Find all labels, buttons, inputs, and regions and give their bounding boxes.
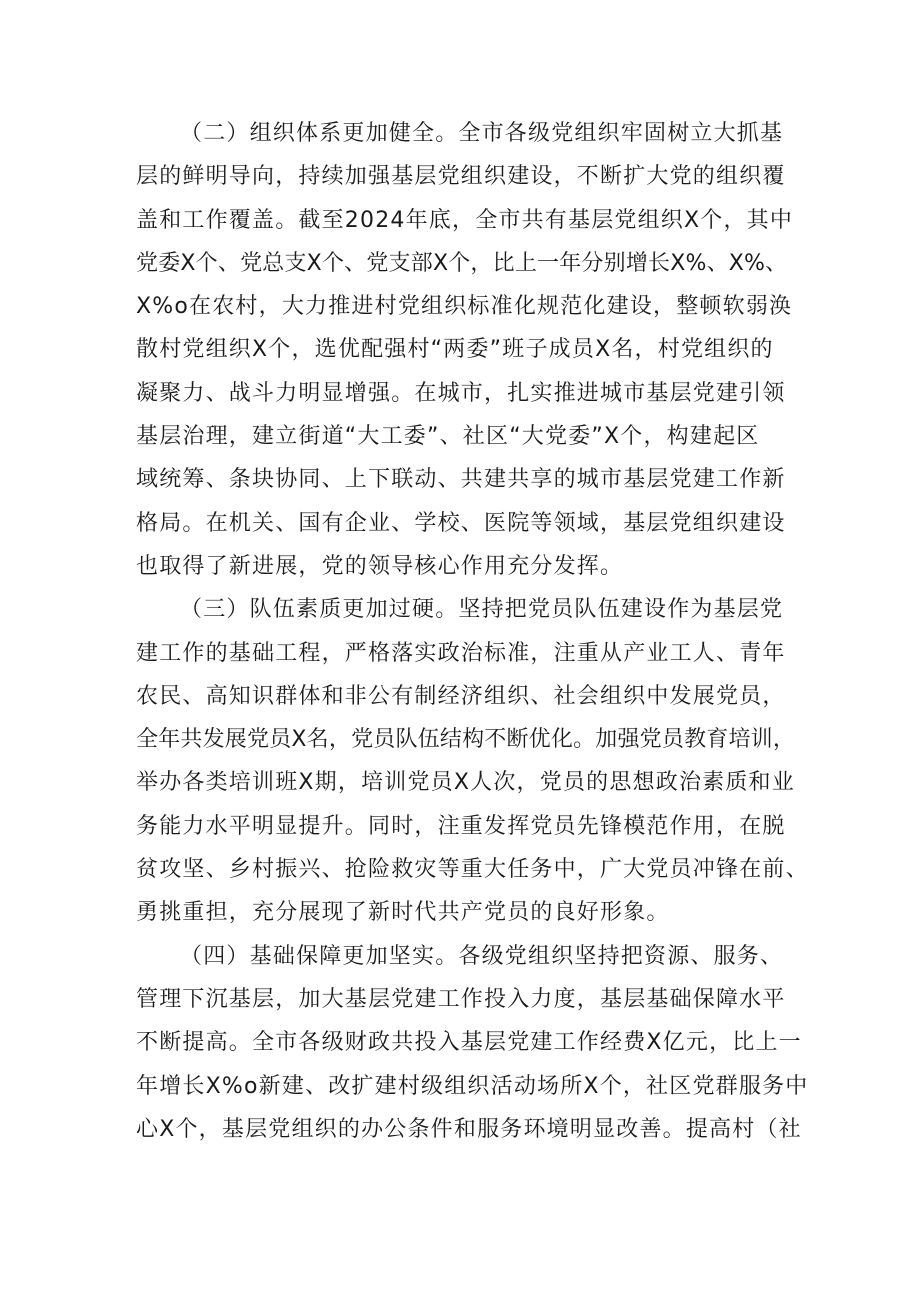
paragraph-basic-guarantee: [136, 935, 809, 1151]
text-line: 举办各类培训班X期，培训党员X人次，党员的思想政治素质和业: [136, 770, 795, 796]
text-line: 层的鲜明导向，持续加强基层党组织建设，不断扩大党的组织覆: [136, 164, 786, 190]
text-line: 党委X个、党总支X个、党支部X个，比上一年分别增长X%、X%、: [136, 250, 788, 276]
text-line: 年增长X%o新建、改扩建村级组织活动场所X个，社区党群服务中: [136, 1073, 809, 1099]
text-line: 建工作的基础工程，严格落实政治标准，注重从产业工人、青年: [136, 640, 786, 666]
text-line: 域统筹、条块协同、上下联动、共建共享的城市基层党建工作新: [136, 467, 786, 493]
text-line: 心X个，基层党组织的办公条件和服务环境明显改善。提高村（社: [136, 1116, 802, 1142]
text-line: 勇挑重担，充分展现了新时代共产党员的良好形象。: [136, 900, 670, 926]
text-line: 不断提高。全市各级财政共投入基层党建工作经费X亿元，比上一: [136, 1030, 802, 1056]
paragraph-organization-system: [136, 112, 796, 588]
text-line: 农民、高知识群体和非公有制经济组织、社会组织中发展党员，: [136, 683, 786, 709]
text-line: 凝聚力、战斗力明显增强。在城市，扎实推进城市基层党建引领: [136, 380, 786, 406]
body-text: [136, 112, 809, 1151]
text-line: 也取得了新进展，党的领导核心作用充分发挥。: [136, 553, 624, 579]
text-line: X%o在农村，大力推进村党组织标准化规范化建设，整顿软弱涣: [136, 294, 793, 320]
text-line: （三）队伍素质更加过硬。坚持把党员队伍建设作为基层党: [180, 597, 784, 623]
text-line: 全年共发展党员X名，党员队伍结构不断优化。加强党员教育培训，: [136, 727, 796, 753]
text-line: 盖和工作覆盖。截至2024年底，全市共有基层党组织X个，其中: [136, 207, 794, 233]
text-line: 务能力水平明显提升。同时，注重发挥党员先锋模范作用，在脱: [136, 813, 786, 839]
paragraph-team-quality: [136, 588, 809, 934]
text-line: 基层治理，建立街道“大工委”、社区“大党委”X个，构建起区: [136, 424, 760, 450]
text-line: 散村党组织X个，选优配强村“两委”班子成员X名，村党组织的: [136, 337, 774, 363]
text-line: （二）组织体系更加健全。全市各级党组织牢固树立大抓基: [180, 121, 784, 146]
text-line: 管理下沉基层，加大基层党建工作投入力度，基层基础保障水平: [136, 986, 786, 1012]
text-line: 格局。在机关、国有企业、学校、医院等领域，基层党组织建设: [136, 510, 786, 536]
text-line: 贫攻坚、乡村振兴、抢险救灾等重大任务中，广大党员冲锋在前、: [136, 857, 809, 883]
text-line: （四）基础保障更加坚实。各级党组织坚持把资源、服务、: [180, 943, 784, 969]
